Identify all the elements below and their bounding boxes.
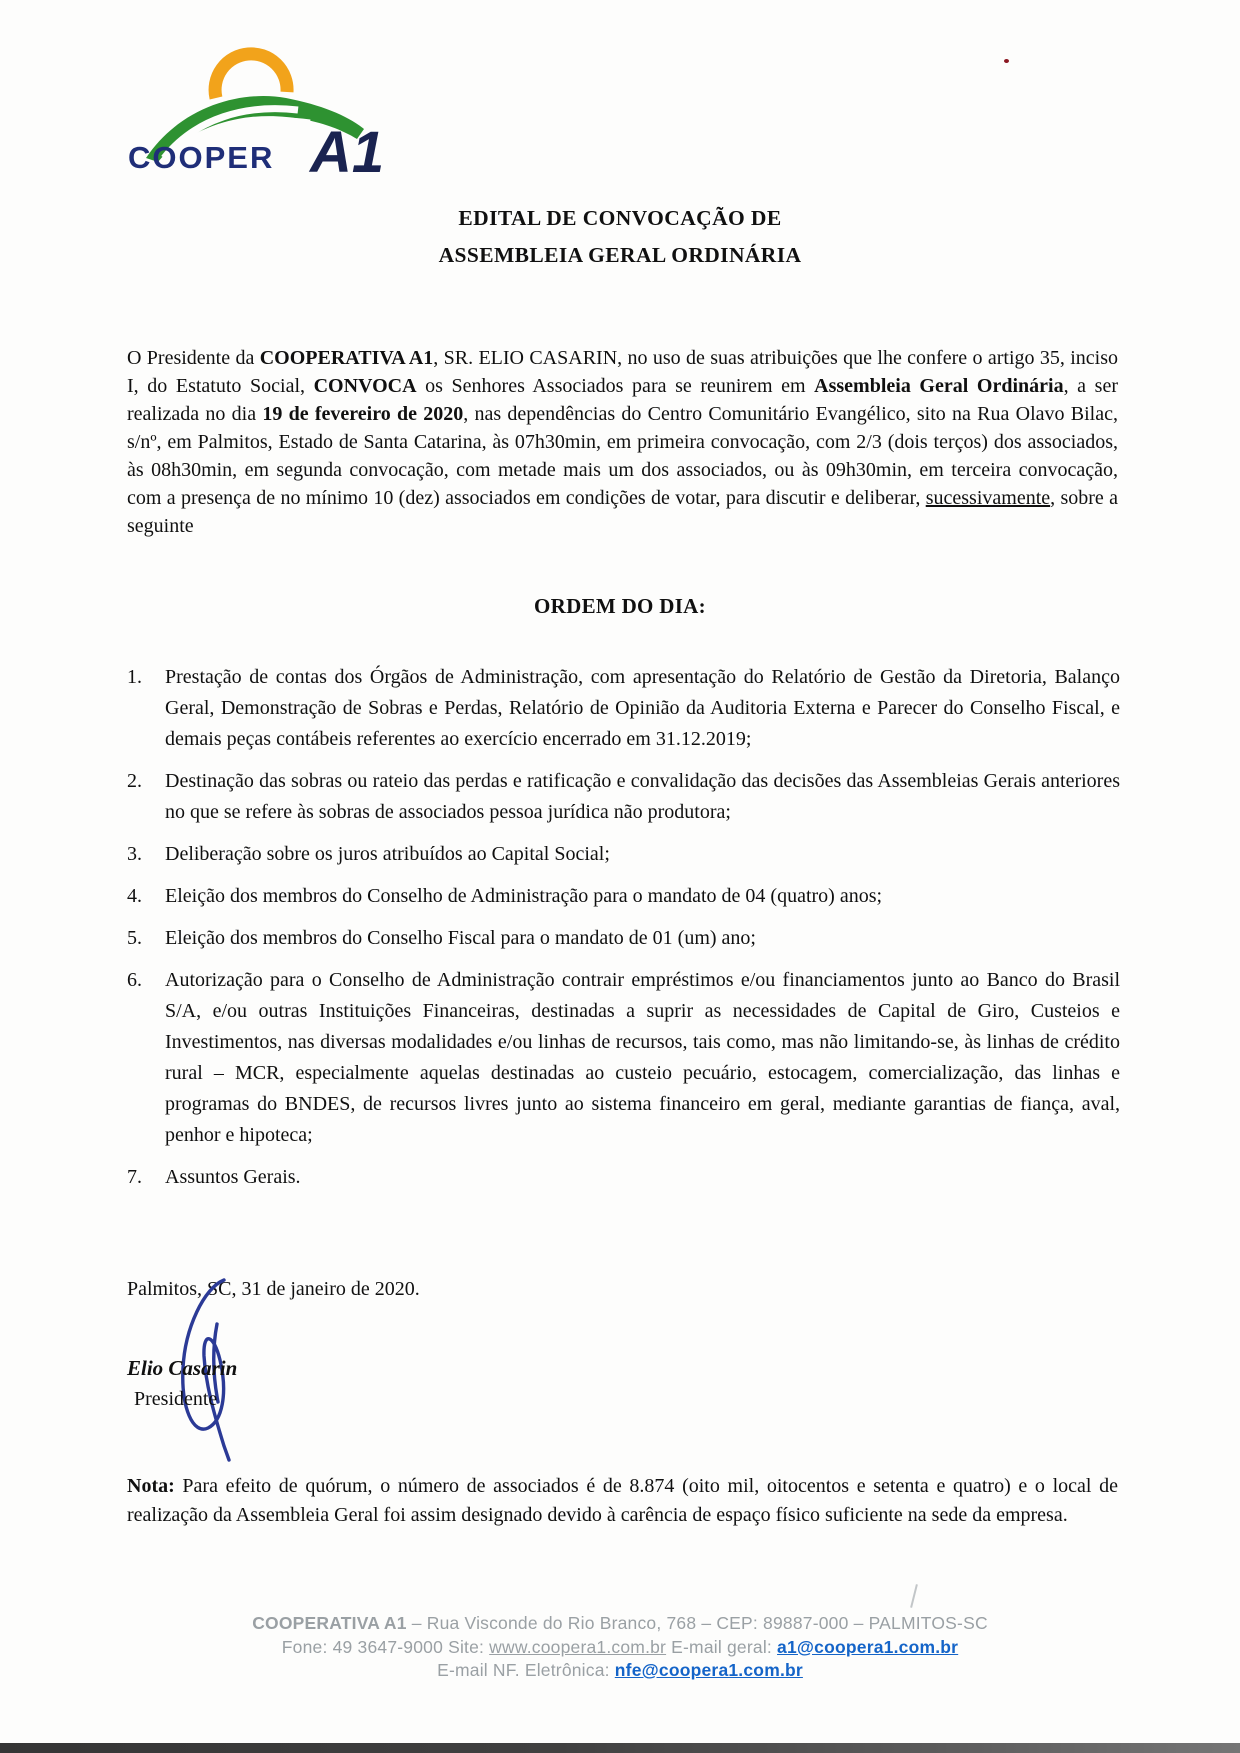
ordem-item-number: 6. — [127, 969, 142, 991]
footer-line-address — [0, 1612, 1240, 1636]
ordem-item-number: 1. — [127, 666, 142, 688]
ordem-item-number: 2. — [127, 770, 142, 792]
text-run: , sobre a seguinte — [127, 487, 1118, 537]
text-run: , nas dependências do Centro Comunitário Evangélico, sito na Rua Olavo Bilac, s/nº, em Palmitos, Estado de Santa Catarina, às 07h30min, em primeira convocação, com 2/3 (dois terços) dos associados, às 08h30min, em segunda convocação, com metade mais um dos associados, ou às 09h30min, em terceira convocação, com a presença de no mínimo 10 (dez) associados em condições de votar, para discutir e deliberar, — [127, 403, 1118, 509]
text-run: sucessivamente — [925, 487, 1051, 509]
ordem-item-text: Autorização para o Conselho de Administração contrair empréstimos e/ou financiamentos junto ao Banco do Brasil S/A, e/ou outras Instituições Financeiras, destinadas a suprir as necessidades de Capital de Giro, Custeios e Investimentos, nas diversas modalidades e/ou linhas de recursos, tais como, mas não limitando-se, às linhas de crédito rural – MCR, especialmente aquelas destinadas ao custeio pecuário, estocagem, comercialização, das linhas e programas do BNDES, de recursos livres junto ao sistema financeiro em geral, mediante garantias de fiança, aval, penhor e hipoteca; — [165, 969, 1120, 1146]
logo-a1-text: A1 — [310, 120, 385, 178]
footer-line-contacts — [0, 1636, 1240, 1660]
text-run: E-mail geral: — [666, 1636, 778, 1657]
text-run: os Senhores Associados para se reunirem em — [416, 375, 815, 397]
ordem-item-4 — [127, 881, 1120, 912]
text-run: O Presidente da — [127, 347, 260, 369]
scan-artifact-slash — [910, 1584, 918, 1608]
ordem-item-text: Prestação de contas dos Órgãos de Administração, com apresentação do Relatório de Gestão da Diretoria, Balanço Geral, Demonstração de Sobras e Perdas, Relatório de Opinião da Auditoria Externa e Parecer do Conselho Fiscal, e demais peças contábeis referentes ao exercício encerrado em 31.12.2019; — [165, 666, 1120, 750]
ordem-item-7 — [127, 1162, 1120, 1193]
text-run: COOPERATIVA A1 — [252, 1613, 407, 1633]
text-run: Para efeito de quórum, o número de associados é de 8.874 (oito mil, oitocentos e setenta e quatro) e o local de realização da Assembleia Geral foi assim designado devido à carência de espaço físico suficiente na sede da empresa. — [127, 1475, 1118, 1526]
text-run: 19 de fevereiro de 2020 — [262, 403, 464, 425]
ordem-item-number: 4. — [127, 885, 142, 907]
logo-cooper-text: COOPER — [128, 140, 275, 175]
email-geral-link[interactable]: a1@coopera1.com.br — [777, 1636, 959, 1657]
ordem-item-1 — [127, 662, 1120, 755]
scan-edge-strip — [0, 1743, 1240, 1753]
footer — [0, 1612, 1240, 1683]
text-run: , SR. ELIO CASARIN, no uso de suas atribuições que lhe confere o artigo 35, inciso I, do Estatuto Social, — [127, 347, 1118, 397]
ordem-item-6 — [127, 965, 1120, 1151]
nota-paragraph — [127, 1472, 1118, 1529]
signer-role: Presidente — [134, 1388, 218, 1410]
document-title-line2: ASSEMBLEIA GERAL ORDINÁRIA — [438, 243, 802, 267]
ordem-item-text: Eleição dos membros do Conselho de Administração para o mandato de 04 (quatro) anos; — [165, 885, 883, 907]
scan-artifact-dot — [1004, 59, 1009, 63]
ordem-item-number: 5. — [127, 927, 142, 949]
company-logo — [126, 46, 388, 178]
text-run: – Rua Visconde do Rio Branco, 768 – CEP: 89887-000 – PALMITOS-SC — [406, 1613, 988, 1633]
ordem-item-5 — [127, 923, 1120, 954]
document-title — [0, 200, 1240, 274]
text-run: , a ser realizada no dia — [127, 375, 1118, 425]
footer-line-nfe — [0, 1659, 1240, 1683]
ordem-item-number: 7. — [127, 1166, 142, 1188]
sun-icon — [215, 54, 287, 98]
document-title-line1: EDITAL DE CONVOCAÇÃO DE — [458, 206, 782, 230]
signer-name: Elio Casarin — [127, 1356, 238, 1380]
ordem-item-text: Eleição dos membros do Conselho Fiscal para o mandato de 01 (um) ano; — [165, 927, 756, 949]
text-run: CONVOCA — [313, 375, 417, 397]
text-run: E-mail NF. Eletrônica: — [437, 1660, 615, 1680]
intro-paragraph — [127, 344, 1118, 540]
ordem-item-text: Assuntos Gerais. — [165, 1166, 301, 1188]
text-run: Assembleia Geral Ordinária — [814, 375, 1064, 397]
site-link[interactable]: www.coopera1.com.br — [489, 1636, 667, 1657]
ordem-item-number: 3. — [127, 843, 142, 865]
date-line: Palmitos, SC, 31 de janeiro de 2020. — [127, 1278, 420, 1300]
ordem-item-2 — [127, 766, 1120, 828]
ordem-item-3 — [127, 839, 1120, 870]
ordem-heading: ORDEM DO DIA: — [534, 594, 706, 618]
ordem-item-text: Deliberação sobre os juros atribuídos ao Capital Social; — [165, 843, 610, 865]
text-run: Nota: — [127, 1475, 175, 1497]
text-run: COOPERATIVA A1 — [259, 347, 434, 369]
email-nfe-link[interactable]: nfe@coopera1.com.br — [614, 1660, 803, 1680]
text-run: Fone: 49 3647-9000 Site: — [281, 1636, 490, 1657]
ordem-item-text: Destinação das sobras ou rateio das perdas e ratificação e convalidação das decisões das Assembleias Gerais anteriores no que se refere às sobras de associados pessoa jurídica não produtora; — [165, 770, 1120, 823]
ordem-list — [127, 662, 1120, 1204]
